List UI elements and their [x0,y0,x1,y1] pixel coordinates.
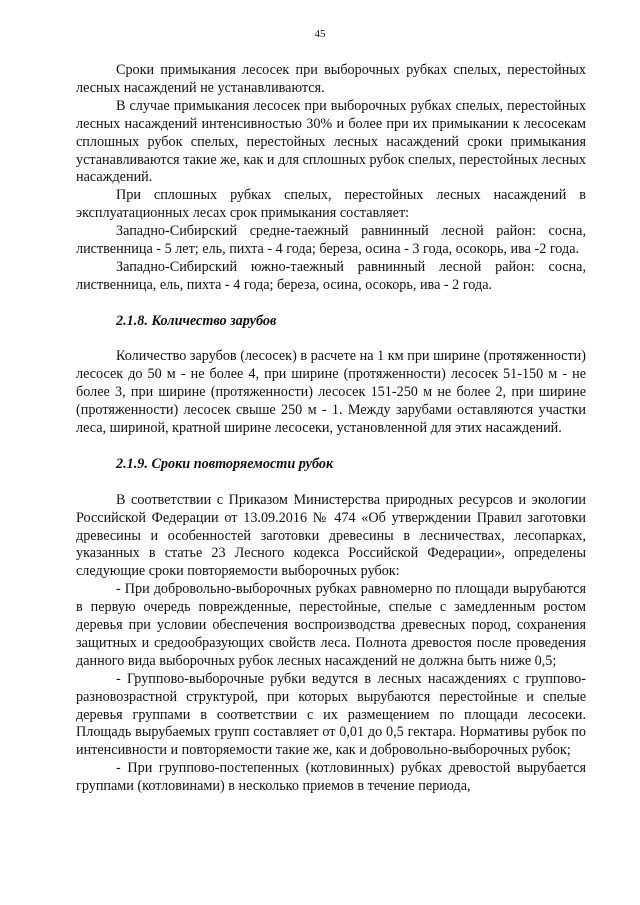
paragraph: В соответствии с Приказом Министерства природных ресурсов и экологии Российской Федерации от 13.09.2016 № 474 «Об утверждении Правил заготовки древесины и особенностей заготовки древесины в лесничествах, лесопарках, указанных в статье 23 Лесного кодекса Российской Федерации», определены следующие сроки повторяемости выборочных рубок: [76,491,586,580]
page-number: 45 [314,28,326,40]
paragraph: Сроки примыкания лесосек при выборочных рубках спелых, перестойных лесных насаждений не устанавливаются. [76,62,586,96]
paragraph: Количество зарубов (лесосек) в расчете на 1 км при ширине (протяженности) лесосек до 50 м - не более 4, при ширине (протяженности) лесосек 51-150 м - не более 3, при ширине (протяженности) лесосек 151-250 м не более 2, при ширине (протяженности) лесосек свыше 250 м - 1. Между зарубами оставляются участки леса, шириной, кратной ширине лесосеки, установленной для этих насаждений. [76,348,586,437]
paragraph: При сплошных рубках спелых, перестойных лесных насаждений в эксплуатационных лесах срок примыкания составляет: [76,187,586,222]
blank-line [76,295,586,313]
paragraph: - При группово-постепенных (котловинных) рубках древостой вырубается группами (котловинами) в несколько приемов в течение периода, [76,760,586,795]
blank-line [76,474,586,492]
blank-line [76,331,586,349]
blank-line [76,438,586,456]
paragraph: В случае примыкания лесосек при выборочных рубках спелых, перестойных лесных насаждений интенсивностью 30% и более при их примыкании к лесосекам сплошных рубок спелых, перестойных лесных насаждений сроки примыкания устанавливаются такие же, как и для сплошных рубок спелых, перестойных лесных насаждений. [76,97,586,186]
paragraph: - Группово-выборочные рубки ведутся в лесных насаждениях с группово-разновозрастной структурой, при которых вырубаются перестойные и спелые деревья группами в соответствии с их размещением по площади лесосеки. Площадь вырубаемых групп составляет от 0,01 до 0,5 гектара. Нормативы рубок по интенсивности и повторяемости такие же, как и добровольно-выборочных рубок; [76,670,586,759]
paragraph: - При добровольно-выборочных рубках равномерно по площади вырубаются в первую очередь поврежденные, перестойные, спелые с замедленным ростом деревья при условии обеспечения воспроизводства древесных пород, сохранения защитных и средообразующих свойств леса. Полнота древостоя после проведения данного вида выборочных рубок лесных насаждений не должна быть ниже 0,5; [76,581,586,669]
section-heading: 2.1.8. Количество зарубов [116,312,277,329]
document-body [76,62,586,796]
paragraph: Западно-Сибирский средне-таежный равнинный лесной район: сосна, лиственница - 5 лет; ель, пихта - 4 года; береза, осина - 3 года, осокорь, ива -2 года. [76,223,586,258]
section-heading: 2.1.9. Сроки повторяемости рубок [116,455,334,472]
paragraph: Западно-Сибирский южно-таежный равнинный лесной район: сосна, лиственница, ель, пихта - 4 года; береза, осина, осокорь, ива - 2 года. [76,258,586,293]
